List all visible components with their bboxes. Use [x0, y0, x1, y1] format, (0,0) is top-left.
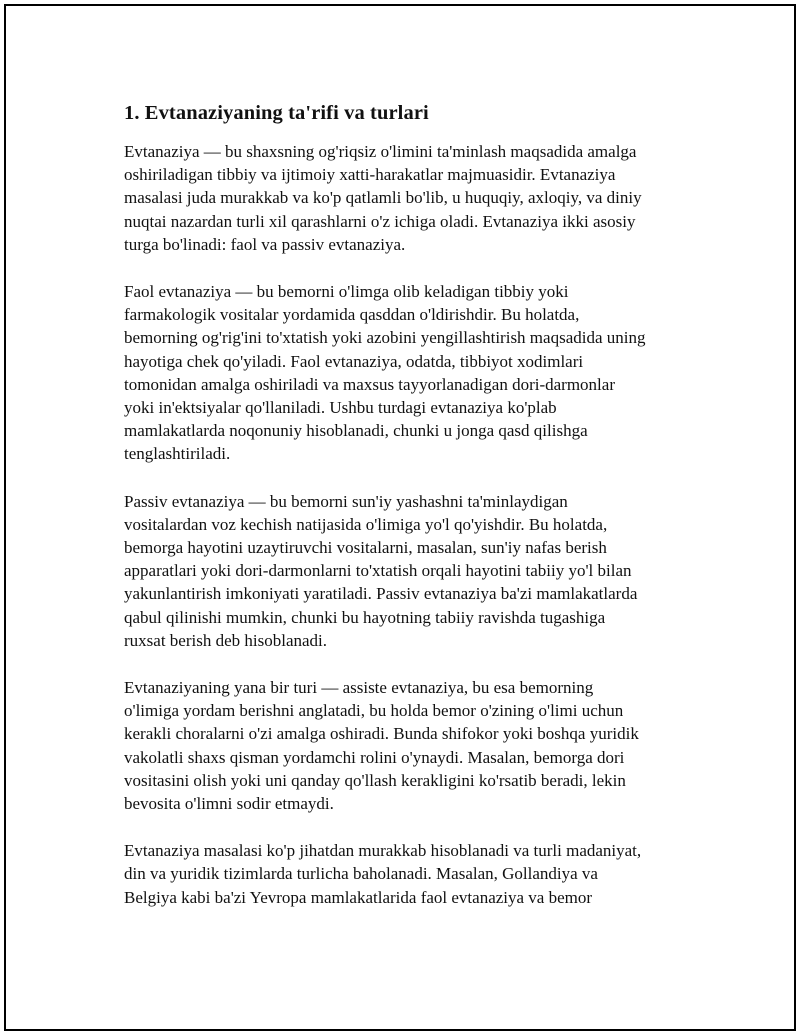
text-line: din va yuridik tizimlarda turlicha baholanadi. Masalan, Gollandiya va: [124, 864, 598, 884]
text-line: Faol evtanaziya — bu bemorni o'limga olib keladigan tibbiy yoki: [124, 282, 569, 302]
text-line: bemorning og'rig'ini to'xtatish yoki azobini yengillashtirish maqsadida uning: [124, 328, 646, 348]
paragraph-legal-context: [124, 839, 699, 909]
text-line: hayotiga chek qo'yiladi. Faol evtanaziya, odatda, tibbiyot xodimlari: [124, 351, 584, 371]
paragraph-active-euthanasia: [124, 280, 699, 466]
text-line: farmakologik vositalar yordamida qasddan o'ldirishdir. Bu holatda,: [124, 305, 580, 325]
text-line: nuqtai nazardan turli xil qarashlarni o'z ichiga oladi. Evtanaziya ikki asosiy: [124, 211, 636, 231]
text-line: Evtanaziya — bu shaxsning og'riqsiz o'limini ta'minlash maqsadida amalga: [124, 142, 637, 161]
text-line: turga bo'linadi: faol va passiv evtanaziya.: [124, 234, 406, 254]
text-line: yakunlantirish imkoniyati yaratiladi. Passiv evtanaziya ba'zi mamlakatlarda: [124, 584, 638, 604]
text-line: Evtanaziya masalasi ko'p jihatdan murakkab hisoblanadi va turli madaniyat,: [124, 841, 642, 861]
paragraph-definition: [124, 140, 699, 256]
text-line: kerakli choralarni o'zi amalga oshiradi. Bunda shifokor yoki boshqa yuridik: [124, 724, 639, 744]
text-line: tenglashtiriladi.: [124, 444, 231, 464]
text-line: vositalardan voz kechish natijasida o'limiga yo'l qo'yishdir. Bu holatda,: [124, 514, 608, 534]
text-line: masalasi juda murakkab va ko'p qatlamli bo'lib, u huquqiy, axloqiy, va diniy: [124, 188, 642, 208]
text-line: mamlakatlarda noqonuniy hisoblanadi, chunki u jonga qasd qilishga: [124, 421, 588, 441]
text-line: ruxsat berish deb hisoblanadi.: [124, 630, 328, 650]
section-heading: 1. Evtanaziyaning ta'rifi va turlari: [124, 102, 429, 124]
text-line: Passiv evtanaziya — bu bemorni sun'iy yashashni ta'minlaydigan: [124, 491, 568, 511]
paragraph-assisted-euthanasia: [124, 676, 699, 815]
paragraph-passive-euthanasia: [124, 490, 699, 652]
text-line: apparatlari yoki dori-darmonlarni to'xtatish orqali hayotini tabiiy yo'l bilan: [124, 561, 632, 581]
text-line: Evtanaziyaning yana bir turi — assiste evtanaziya, bu esa bemorning: [124, 678, 594, 698]
text-line: tomonidan amalga oshiriladi va maxsus tayyorlanadigan dori-darmonlar: [124, 374, 615, 394]
text-line: oshiriladigan tibbiy va ijtimoiy xatti-harakatlar majmuasidir. Evtanaziya: [124, 165, 616, 185]
text-line: vositasini olish yoki uni qanday qo'llash kerakligini ko'rsatib beradi, lekin: [124, 770, 626, 790]
text-line: bevosita o'limni sodir etmaydi.: [124, 794, 334, 814]
document-body: [124, 100, 699, 933]
text-line: Belgiya kabi ba'zi Yevropa mamlakatlarida faol evtanaziya va bemor: [124, 887, 593, 907]
text-line: bemorga hayotini uzaytiruvchi vositalarni, masalan, sun'iy nafas berish: [124, 538, 607, 558]
text-line: yoki in'ektsiyalar qo'llaniladi. Ushbu turdagi evtanaziya ko'plab: [124, 398, 557, 418]
text-line: qabul qilinishi mumkin, chunki bu hayotning tabiiy ravishda tugashiga: [124, 607, 606, 627]
text-line: vakolatli shaxs qisman yordamchi rolini o'ynaydi. Masalan, bemorga dori: [124, 747, 625, 767]
text-line: o'limiga yordam berishni anglatadi, bu holda bemor o'zining o'limi uchun: [124, 701, 624, 721]
page-frame: [4, 4, 796, 1031]
